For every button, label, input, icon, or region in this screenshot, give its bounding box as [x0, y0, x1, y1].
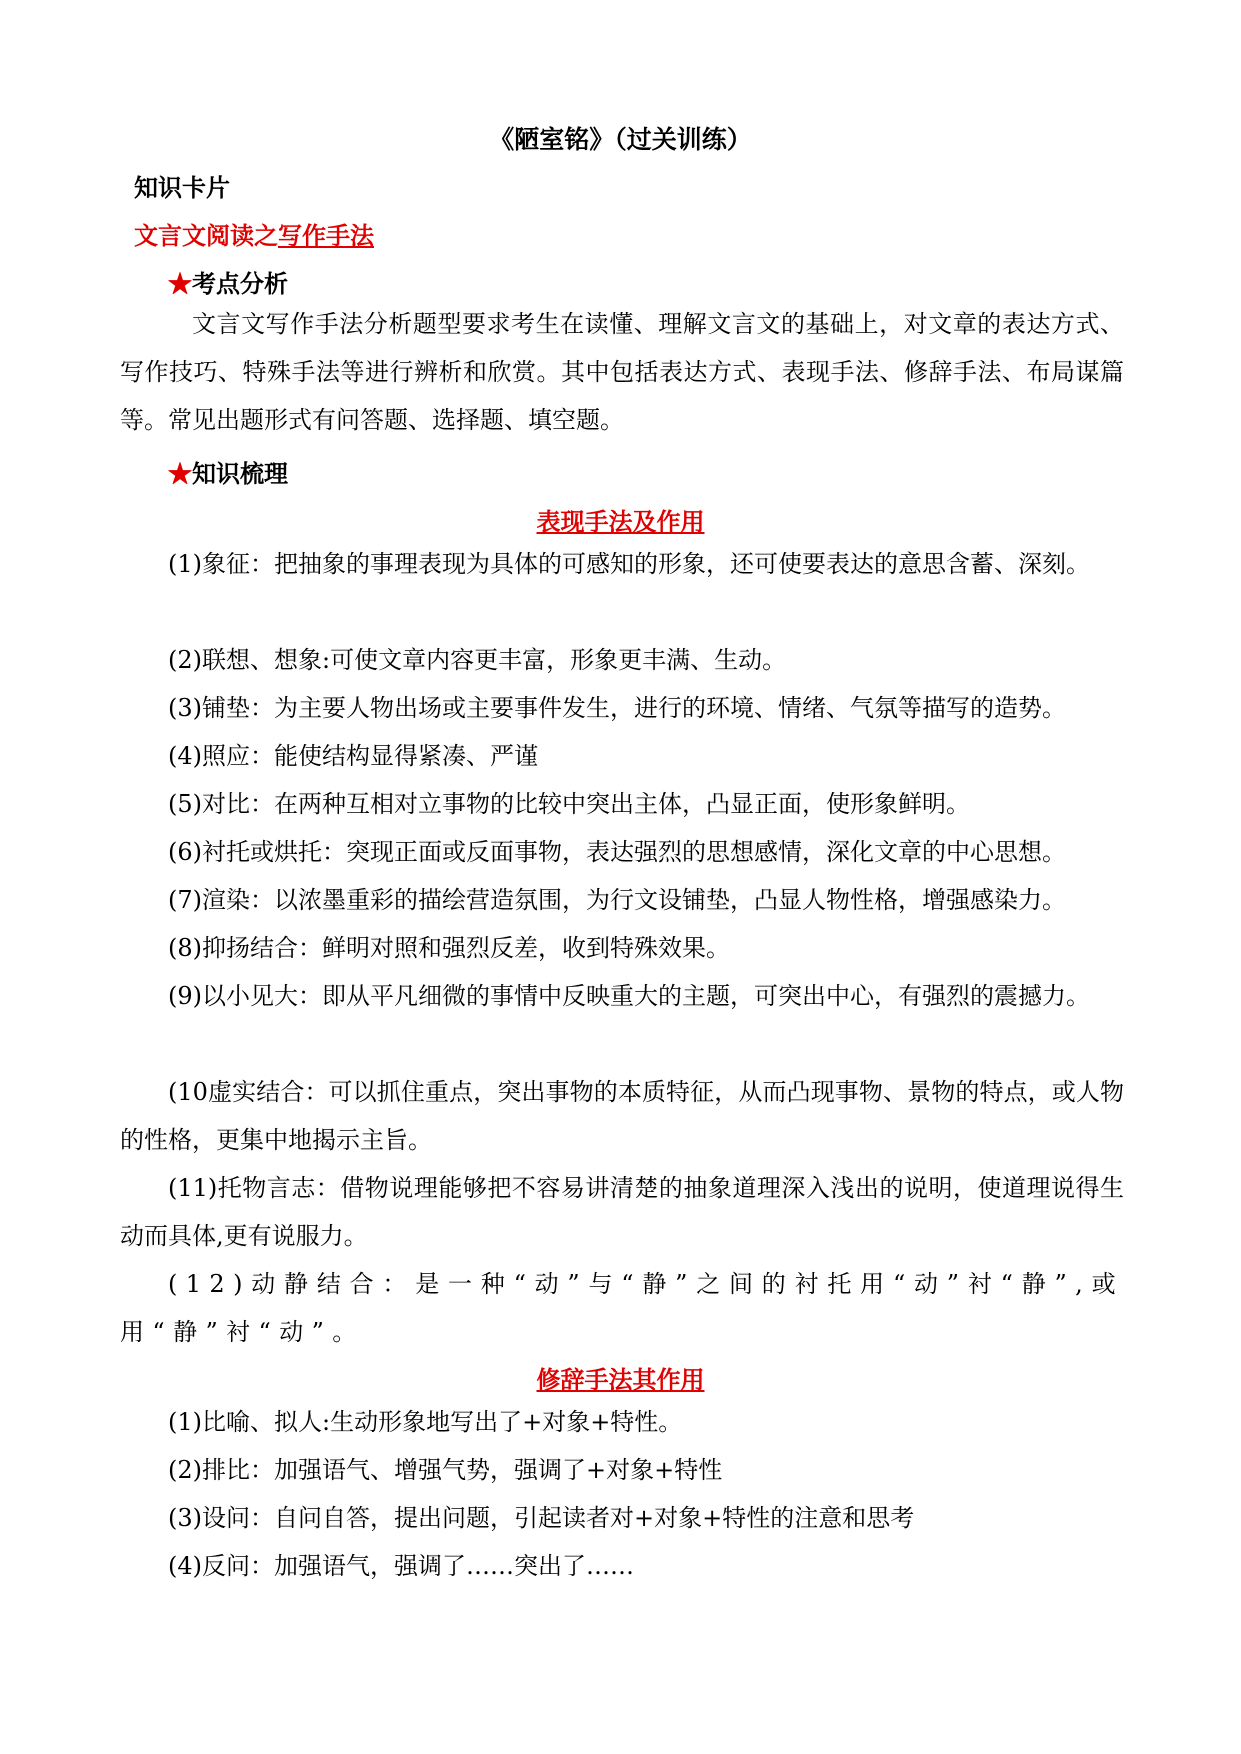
topic-underlined: 写作手法: [278, 221, 374, 250]
analysis-paragraph: 文言文写作手法分析题型要求考生在读懂、理解文言文的基础上，对文章的表达方式、写作技巧、特殊手法等进行辨析和欣赏。其中包括表达方式、表现手法、修辞手法、布局谋篇等。常见出题形式有问答题、选择题、填空题。: [120, 310, 1124, 434]
list-item: (2)排比：加强语气、增强气势，强调了+对象+特性: [168, 1456, 723, 1484]
list-item: (12)动静结合：是一种“动”与“静”之间的衬托用“动”衬“静”,或用“静”衬“动”。: [120, 1270, 1124, 1346]
list-item: (1)象征：把抽象的事理表现为具体的可感知的形象，还可使要表达的意思含蓄、深刻。: [168, 550, 1090, 578]
list-item: (10虚实结合：可以抓住重点，突出事物的本质特征，从而凸现事物、景物的特点，或人物的性格，更集中地揭示主旨。: [120, 1078, 1124, 1154]
subheading-expression: 表现手法及作用: [536, 507, 705, 536]
list-item: (1)比喻、拟人:生动形象地写出了+对象+特性。: [168, 1408, 683, 1436]
list-item: (11)托物言志：借物说理能够把不容易讲清楚的抽象道理深入浅出的说明，使道理说得生动而具体,更有说服力。: [120, 1174, 1124, 1250]
list-item: (7)渲染：以浓墨重彩的描绘营造氛围，为行文设铺垫，凸显人物性格，增强感染力。: [168, 886, 1066, 914]
heading-analysis: [168, 264, 288, 299]
subheading-rhetoric: 修辞手法其作用: [536, 1365, 705, 1394]
section-heading-card: 知识卡片: [134, 173, 230, 202]
list-item: (5)对比：在两种互相对立事物的比较中突出主体，凸显正面，使形象鲜明。: [168, 790, 970, 818]
list-item: (3)铺垫：为主要人物出场或主要事件发生，进行的环境、情绪、气氛等描写的造势。: [168, 694, 1066, 722]
section-heading-topic: [134, 216, 374, 251]
topic-prefix: 文言文阅读之: [134, 221, 278, 250]
list-item: (6)衬托或烘托：突现正面或反面事物，表达强烈的思想感情，深化文章的中心思想。: [168, 838, 1066, 866]
list-item: (2)联想、想象:可使文章内容更丰富，形象更丰满、生动。: [168, 646, 787, 674]
list-item: (4)反问：加强语气，强调了……突出了……: [168, 1552, 634, 1580]
list-item: (8)抑扬结合：鲜明对照和强烈反差，收到特殊效果。: [168, 934, 730, 962]
page-title: 《陋室铭》（过关训练）: [489, 125, 752, 154]
heading-knowledge: [168, 454, 288, 489]
heading-analysis-label: 考点分析: [192, 269, 288, 298]
star-icon: ★: [168, 459, 192, 488]
star-icon: ★: [168, 269, 192, 298]
list-item: (9)以小见大：即从平凡细微的事情中反映重大的主题，可突出中心，有强烈的震撼力。: [168, 982, 1090, 1010]
heading-knowledge-label: 知识梳理: [192, 459, 288, 488]
list-item: (4)照应：能使结构显得紧凑、严谨: [168, 742, 538, 770]
list-item: (3)设问：自问自答，提出问题，引起读者对+对象+特性的注意和思考: [168, 1504, 915, 1532]
